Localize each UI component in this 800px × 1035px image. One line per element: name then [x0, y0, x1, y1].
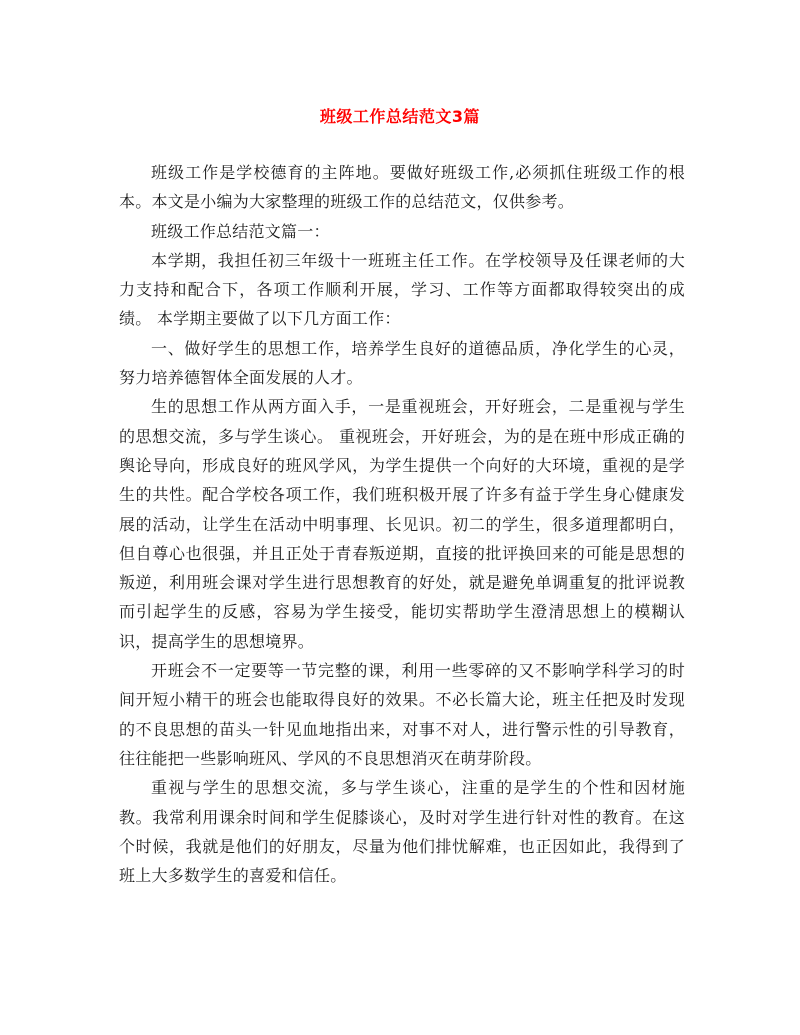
paragraph-short-meetings: 开班会不一定要等一节完整的课，利用一些零碎的又不影响学科学习的时间开短小精干的班会也能取得良好的效果。不必长篇大论，班主任把及时发现的不良思想的苗头一针见血地指出来，对事不对人，进行警示性的引导教育，往往能把一些影响班风、学风的不良思想消灭在萌芽阶段。 [119, 661, 685, 768]
paragraph-student-talks: 重视与学生的思想交流，多与学生谈心，注重的是学生的个性和因材施教。我常利用课余时间和学生促膝谈心，及时对学生进行针对性的教育。在这个时候，我就是他们的好朋友，尽量为他们排忧解难，也正因如此，我得到了班上大多数学生的喜爱和信任。 [119, 778, 685, 886]
paragraph-thought-work: 生的思想工作从两方面入手，一是重视班会，开好班会，二是重视与学生的思想交流，多与学生谈心。 重视班会，开好班会，为的是在班中形成正确的舆论导向，形成良好的班风学风，为学生提供一个向好的大环境，重视的是学生的共性。配合学校各项工作，我们班积极开展了许多有益于学生身心健康发展的活动，让学生在活动中明事理、长见识。初二的学生，很多道理都明白，但自尊心也很强，并且正处于青春叛逆期，直接的批评换回来的可能是思想的叛逆，利用班会课对学生进行思想教育的好处，就是避免单调重复的批评说教而引起学生的反感，容易为学生接受，能切实帮助学生澄清思想上的模糊认识，提高学生的思想境界。 [119, 397, 685, 651]
document-body [119, 158, 685, 890]
document-title: 班级工作总结范文3篇 [319, 107, 481, 126]
paragraph-section-heading: 班级工作总结范文篇一： [151, 221, 330, 241]
paragraph-point-one: 一、做好学生的思想工作，培养学生良好的道德品质，净化学生的心灵，努力培养德智体全面发展的人才。 [119, 338, 685, 388]
paragraph-semester-overview: 本学期，我担任初三年级十一班班主任工作。在学校领导及任课老师的大力支持和配合下，各项工作顺利开展，学习、工作等方面都取得较突出的成绩。 本学期主要做了以下几方面工作： [119, 250, 685, 329]
paragraph-intro: 班级工作是学校德育的主阵地。要做好班级工作,必须抓住班级工作的根本。本文是小编为大家整理的班级工作的总结范文，仅供参考。 [119, 163, 685, 212]
